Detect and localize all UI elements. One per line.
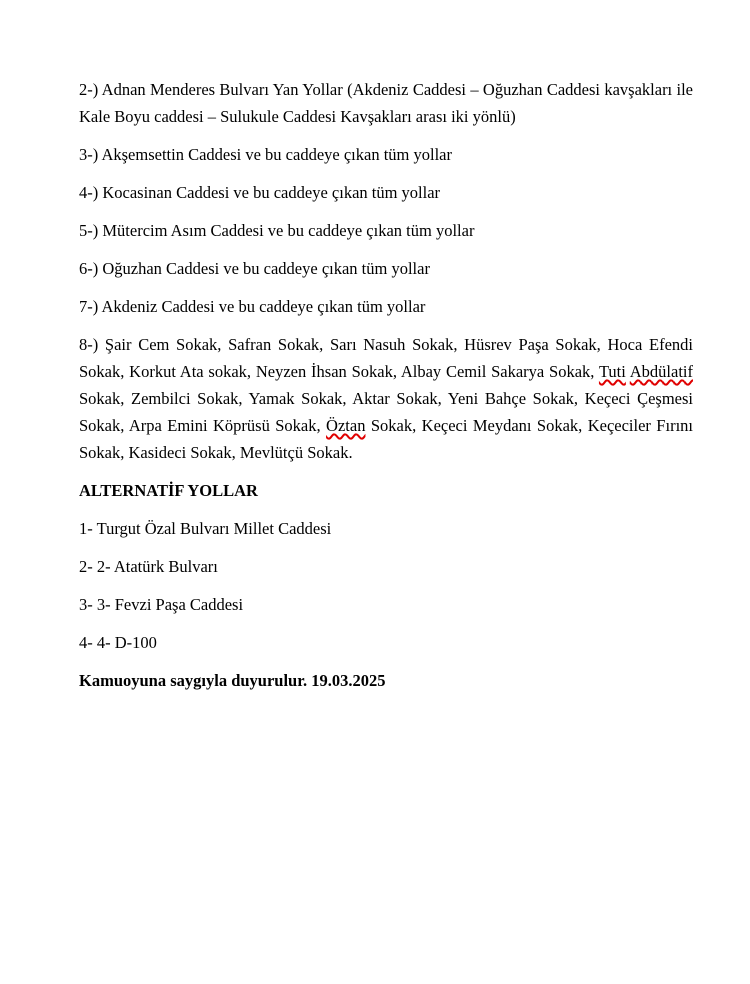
closed-road-item-5: 5-) Mütercim Asım Caddesi ve bu caddeye çıkan tüm yollar — [79, 221, 475, 240]
spellcheck-word: Öztan — [326, 416, 366, 435]
closed-road-item-4: 4-) Kocasinan Caddesi ve bu caddeye çıkan tüm yollar — [79, 183, 441, 202]
closed-road-item-6: 6-) Oğuzhan Caddesi ve bu caddeye çıkan tüm yollar — [79, 259, 430, 278]
alternative-road-item-3: 3- 3- Fevzi Paşa Caddesi — [79, 595, 244, 614]
closed-road-item-7: 7-) Akdeniz Caddesi ve bu caddeye çıkan tüm yollar — [79, 297, 426, 316]
closing-announcement: Kamuoyuna saygıyla duyurulur. 19.03.2025 — [79, 671, 386, 690]
closed-road-item-2: 2-) Adnan Menderes Bulvarı Yan Yollar (Akdeniz Caddesi – Oğuzhan Caddesi kavşakları ile Kale Boyu caddesi – Sulukule Caddesi Kavşakları arası iki yönlü) — [79, 80, 693, 126]
street-list-text: 8-) Şair Cem Sokak, Safran Sokak, Sarı Nasuh Sokak, Hüsrev Paşa Sokak, Hoca Efendi Sokak, Korkut Ata sokak, Neyzen İhsan Sokak, Albay Cemil Sakarya Sokak, — [79, 335, 693, 381]
street-list-text: Sokak, Keçeci Meydanı Sokak, Keçeciler Fırını Sokak, Kasideci Sokak, Mevlütçü Sokak. — [79, 416, 693, 462]
closed-road-item-8 — [79, 331, 693, 466]
alternative-road-item-1: 1- Turgut Özal Bulvarı Millet Caddesi — [79, 519, 332, 538]
alternative-road-item-4: 4- 4- D-100 — [79, 633, 157, 652]
alternative-roads-heading: ALTERNATİF YOLLAR — [79, 481, 258, 500]
closed-road-item-3: 3-) Akşemsettin Caddesi ve bu caddeye çıkan tüm yollar — [79, 145, 452, 164]
spellcheck-word: Tuti — [598, 362, 626, 381]
alternative-road-item-2: 2- 2- Atatürk Bulvarı — [79, 557, 218, 576]
spellcheck-word: Abdülatif — [629, 362, 693, 381]
street-list-text: Sokak, Zembilci Sokak, Yamak Sokak, Aktar Sokak, Yeni Bahçe Sokak, Keçeci Çeşmesi Sokak, Arpa Emini Köprüsü Sokak, — [79, 389, 693, 435]
